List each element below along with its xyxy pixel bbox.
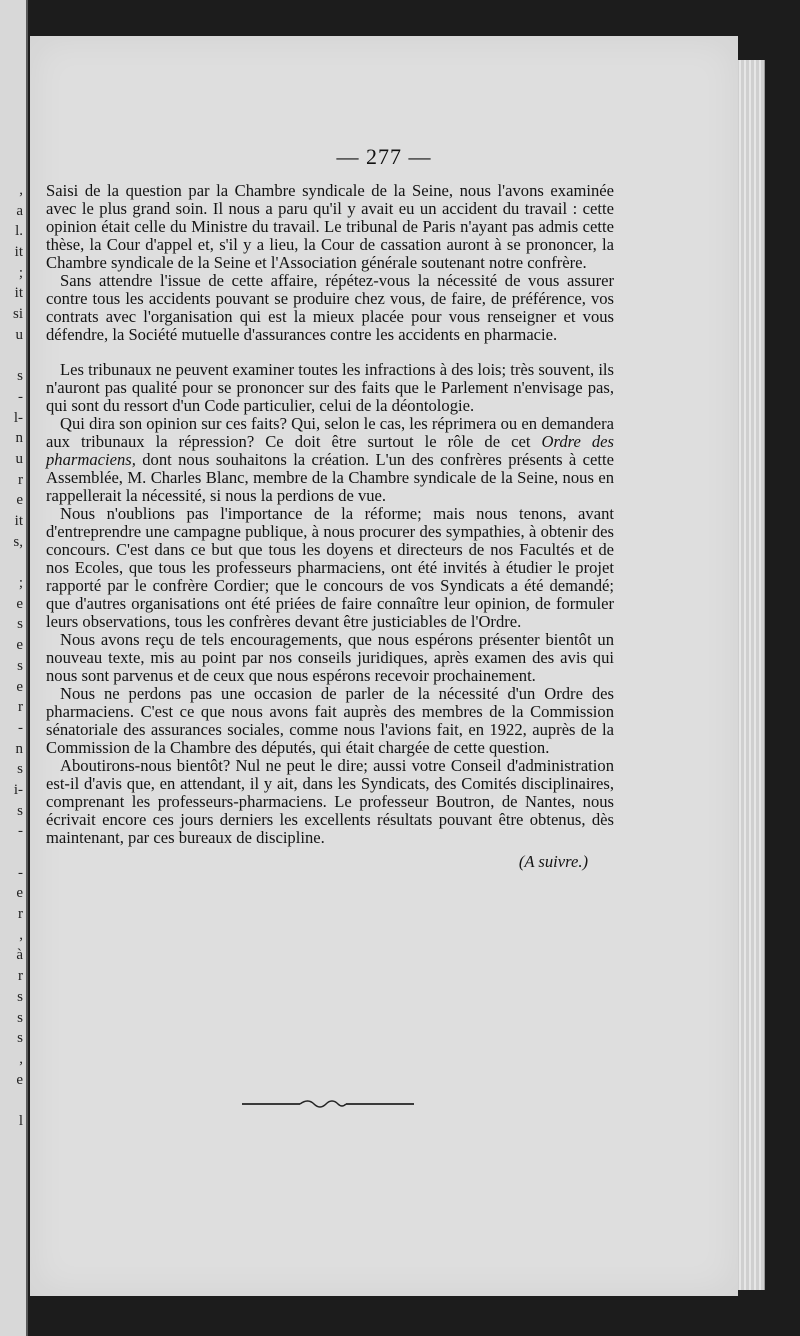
paragraph-8: Aboutirons-nous bientôt? Nul ne peut le dire; aussi votre Conseil d'administration est-il d'avis que, en attendant, il y ait, dans les Syndicats, des Comités disciplinaires, comprenant les professeurs-pharmaciens. Le professeur Boutron, de Nantes, nous écrivait encore ces jours derniers les excellents résultats pouvant être obtenus, dès maintenant, par ces bureaux de discipline. [46, 756, 614, 847]
margin-fragment: s [17, 1009, 23, 1026]
margin-fragment [1, 346, 23, 367]
margin-fragment: i- [13, 781, 23, 798]
paragraph-4 [46, 415, 614, 505]
margin-fragment [1, 1090, 23, 1111]
margin-fragment: e [16, 492, 23, 509]
margin-fragment: ; [18, 575, 23, 592]
margin-fragment: - [18, 864, 23, 881]
margin-fragment: - [18, 719, 23, 736]
margin-fragment: , [19, 926, 23, 943]
margin-fragment: e [16, 1071, 23, 1088]
ornament-rule [242, 1094, 414, 1114]
margin-fragment: r [18, 471, 23, 488]
text-body [46, 182, 614, 871]
paragraph-4-after: dont nous souhaitons la création. L'un des confrères présents à cette Assemblée, M. Charles Blanc, membre de la Chambre syndicale de la Seine, nous en rappellerait la nécessité, si nous la perdions de vue. [46, 450, 614, 505]
margin-fragment [1, 842, 23, 863]
margin-fragment [1, 552, 23, 573]
page-stack-edge [736, 60, 765, 1290]
margin-fragment: - [18, 823, 23, 840]
margin-fragment: e [16, 595, 23, 612]
margin-fragment: à [16, 947, 23, 964]
paragraph-3: Les tribunaux ne peuvent examiner toutes les infractions à des lois; très souvent, ils n'auront pas qualité pour se prononcer sur des faits que le Parlement n'envisage pas, qui sont du ressort d'un Code particulier, celui de la déontologie. [46, 360, 614, 415]
margin-fragment: l- [13, 409, 23, 426]
margin-fragment: e [16, 637, 23, 654]
book-page [30, 36, 738, 1296]
margin-fragment: it [14, 513, 23, 529]
margin-fragment: it [14, 285, 23, 302]
margin-fragment: u [15, 326, 23, 343]
a-suivre: (A suivre.) [518, 852, 588, 871]
margin-fragment: r [18, 906, 23, 923]
margin-fragment: s [17, 988, 23, 1005]
margin-fragment: r [18, 968, 23, 985]
paragraph-6: Nous avons reçu de tels encouragements, que nous espérons présenter bientôt un nouveau texte, mis au point par nos conseils juridiques, après examen des avis qui nous sont parvenus et de ceux que nous espérons recevoir prochainement. [46, 630, 614, 685]
margin-fragment: l [18, 1112, 23, 1129]
margin-fragment: , [19, 182, 23, 198]
paragraph-1: Saisi de la question par la Chambre syndicale de la Seine, nous l'avons examinée avec le plus grand soin. Il nous a paru qu'il y avait eu un accident du travail : cette opinion était celle du Ministre du travail. Le tribunal de Paris n'ayant pas admis cette thèse, la Cour d'appel et, s'il y a lieu, la Cour de cassation auront à se prononcer, la Chambre syndicale de la Seine et l'Association générale soutenant notre confrère. [46, 181, 614, 272]
margin-fragment: ; [18, 264, 23, 281]
margin-fragment: , [19, 1050, 23, 1067]
margin-fragment: - [18, 388, 23, 405]
margin-fragment: s [17, 616, 23, 633]
page-number: — 277 — [336, 144, 432, 169]
margin-fragment: s [17, 1030, 23, 1047]
margin-fragment: si [12, 306, 23, 323]
paragraph-5: Nous n'oublions pas l'importance de la réforme; mais nous tenons, avant d'entreprendre une campagne publique, à nous procurer des sympathies, à obtenir des concours. C'est dans ce but que tous les doyens et directeurs de nos Facultés et de nos Ecoles, que tous les professeurs pharmaciens, ont été invités à étudier le projet rapporté par le confrère Cordier; que le concours de vos Syndicats a été demandé; que d'autres organisations ont été priées de faire connaître leur opinion, de formuler leurs observations, tous les confrères devant être justiciables de l'Ordre. [46, 504, 614, 631]
margin-fragment: l. [15, 223, 23, 240]
margin-fragment: e [16, 885, 23, 902]
margin-fragment: s, [13, 533, 23, 550]
margin-fragment: s [17, 657, 23, 674]
paragraph-4-before: Qui dira son opinion sur ces faits? Qui, selon le cas, les réprimera ou en demandera aux tribunaux la répression? Ce doit être surtout le rôle de cet [46, 414, 614, 451]
margin-fragment: s [17, 802, 23, 819]
margin-fragment: s [17, 368, 23, 385]
margin-fragment: it [14, 244, 23, 261]
margin-fragment: n [15, 430, 23, 447]
margin-fragment: a [16, 202, 23, 219]
ordre-italic: Ordre des pharmaciens, [46, 432, 614, 469]
adjacent-page-edge [0, 0, 28, 1336]
margin-fragment: s [17, 761, 23, 778]
margin-fragment: r [18, 699, 23, 716]
margin-fragment: u [15, 450, 23, 467]
margin-fragment: e [16, 678, 23, 695]
paragraph-7: Nous ne perdons pas une occasion de parler de la nécessité d'un Ordre des pharmaciens. C'est ce que nous avons fait auprès des membres de la Commission sénatoriale des assurances sociales, comme nous l'avions fait, en 1922, auprès de la Commission de la Chambre des députés, qui était chargée de cette question. [46, 684, 614, 757]
margin-fragments [1, 180, 23, 1132]
margin-fragment: n [15, 740, 23, 757]
paragraph-2: Sans attendre l'issue de cette affaire, répétez-vous la nécessité de vous assurer contre tous les accidents pouvant se produire chez vous, de faire, de préférence, vos contrats avec l'organisation qui est la mieux placée pour vous renseigner et vous défendre, la Société mutuelle d'assurances contre les accidents en pharmacie. [46, 271, 614, 344]
